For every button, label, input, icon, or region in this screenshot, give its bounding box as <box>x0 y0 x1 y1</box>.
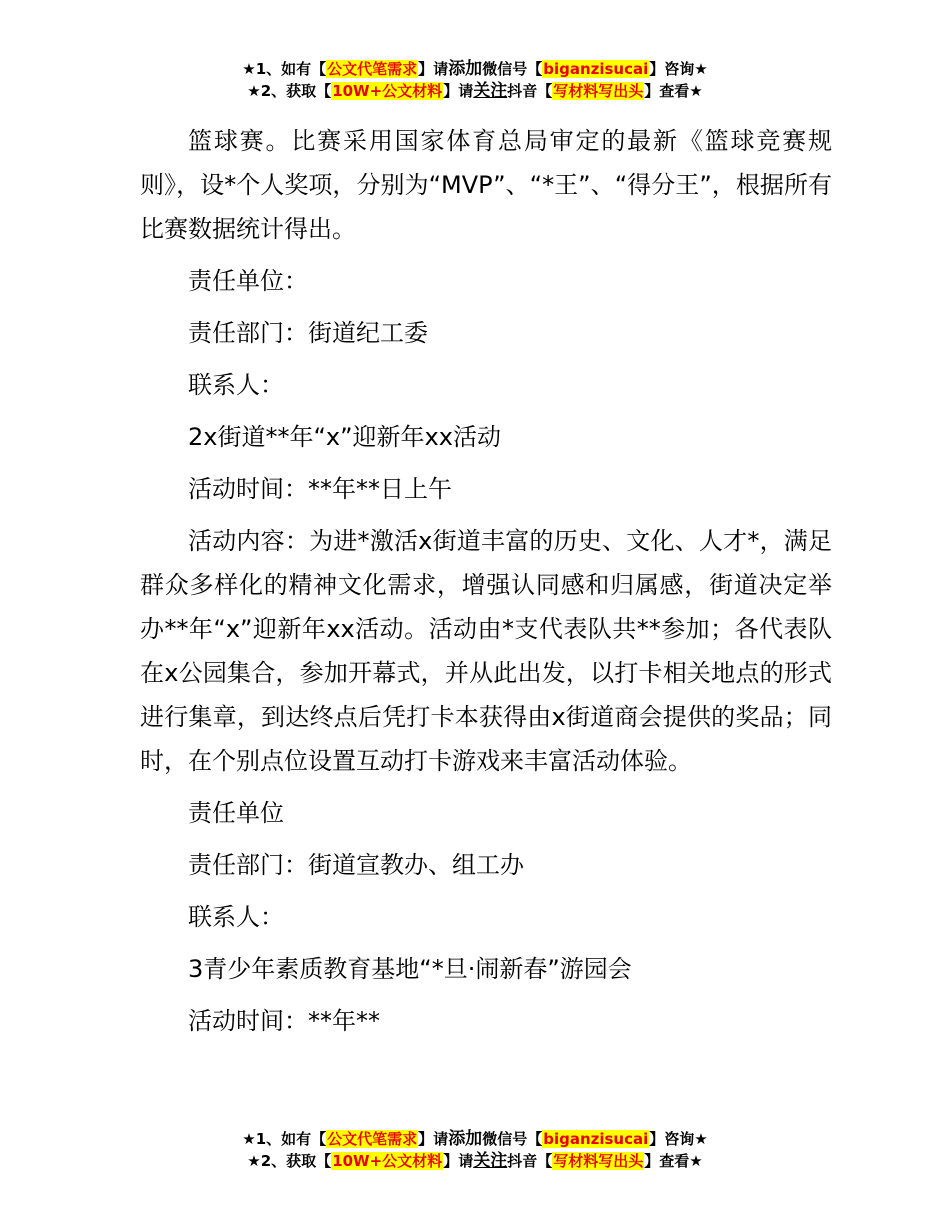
highlight-wechat-id: biganzisucai <box>543 60 649 78</box>
highlight-materials: 10W+公文材料 <box>332 82 443 100</box>
banner-text: 】请 <box>443 1152 474 1170</box>
paragraph-responsible-unit: 责任单位： <box>188 267 308 295</box>
star-icon: ★ <box>247 1152 261 1170</box>
banner-text: 2、获取【 <box>260 1152 332 1170</box>
paragraph-activity-content: 活动内容：为进*激活x街道丰富的历史、文化、人才*，满足群众多样化的精神文化需求，增强认同感和归属感，街道决定举办**年“x”迎新年xx活动。活动由*支代表队共**参加；各代表队在x公园集合，参加开幕式，并从此出发，以打卡相关地点的形式进行集章，到达终点后凭打卡本获得由x街道商会提供的奖品；同时，在个别点位设置互动打卡游戏来丰富活动体验。 <box>140 527 832 775</box>
paragraph-activity-time: 活动时间：**年** <box>188 1007 380 1035</box>
banner-text: 微信号【 <box>482 60 543 78</box>
footer-banner <box>0 1128 950 1172</box>
banner-text: 抖音【 <box>507 1152 553 1170</box>
banner-emphasis: 添加 <box>448 59 483 79</box>
highlight-materials: 10W+公文材料 <box>332 1152 443 1170</box>
banner-line-2 <box>0 1150 950 1172</box>
header-banner <box>0 58 950 102</box>
banner-text: 2、获取【 <box>260 82 332 100</box>
banner-emphasis: 添加 <box>448 1129 483 1149</box>
banner-text: 】咨询 <box>649 1130 695 1148</box>
star-icon: ★ <box>694 60 708 78</box>
paragraph-activity-time: 活动时间：**年**日上午 <box>188 475 452 503</box>
banner-text: 】查看 <box>644 82 690 100</box>
banner-text: 抖音【 <box>507 82 553 100</box>
banner-text: 】请 <box>443 82 474 100</box>
star-icon: ★ <box>689 82 703 100</box>
banner-text: 微信号【 <box>482 1130 543 1148</box>
banner-emphasis: 关注 <box>473 81 508 101</box>
banner-text: 1、如有【 <box>255 60 327 78</box>
paragraph-contact: 联系人： <box>188 371 284 399</box>
paragraph-contact: 联系人： <box>188 903 284 931</box>
banner-text: 】咨询 <box>649 60 695 78</box>
document-body <box>140 119 832 1043</box>
banner-text: 】请 <box>418 1130 449 1148</box>
banner-text: 】查看 <box>644 1152 690 1170</box>
paragraph-responsible-dept: 责任部门：街道纪工委 <box>188 319 428 347</box>
paragraph-activity-2-title: 2x街道**年“x”迎新年xx活动 <box>188 423 501 451</box>
star-icon: ★ <box>689 1152 703 1170</box>
highlight-service: 公文代笔需求 <box>327 1130 418 1148</box>
star-icon: ★ <box>247 82 261 100</box>
highlight-douyin: 写材料写出头 <box>553 82 644 100</box>
banner-line-2 <box>0 80 950 102</box>
banner-text: 】请 <box>418 60 449 78</box>
star-icon: ★ <box>242 1130 256 1148</box>
banner-emphasis: 关注 <box>473 1151 508 1171</box>
paragraph-activity-3-title: 3青少年素质教育基地“*旦·闹新春”游园会 <box>188 955 632 983</box>
highlight-douyin: 写材料写出头 <box>553 1152 644 1170</box>
star-icon: ★ <box>242 60 256 78</box>
banner-line-1 <box>0 58 950 80</box>
paragraph-responsible-dept: 责任部门：街道宣教办、组工办 <box>188 851 524 879</box>
banner-text: 1、如有【 <box>255 1130 327 1148</box>
highlight-wechat-id: biganzisucai <box>543 1130 649 1148</box>
highlight-service: 公文代笔需求 <box>327 60 418 78</box>
banner-line-1 <box>0 1128 950 1150</box>
paragraph-basketball: 篮球赛。比赛采用国家体育总局审定的最新《篮球竞赛规则》，设*个人奖项，分别为“MVP”、“*王”、“得分王”，根据所有比赛数据统计得出。 <box>140 127 832 243</box>
star-icon: ★ <box>694 1130 708 1148</box>
paragraph-responsible-unit: 责任单位 <box>188 799 284 827</box>
